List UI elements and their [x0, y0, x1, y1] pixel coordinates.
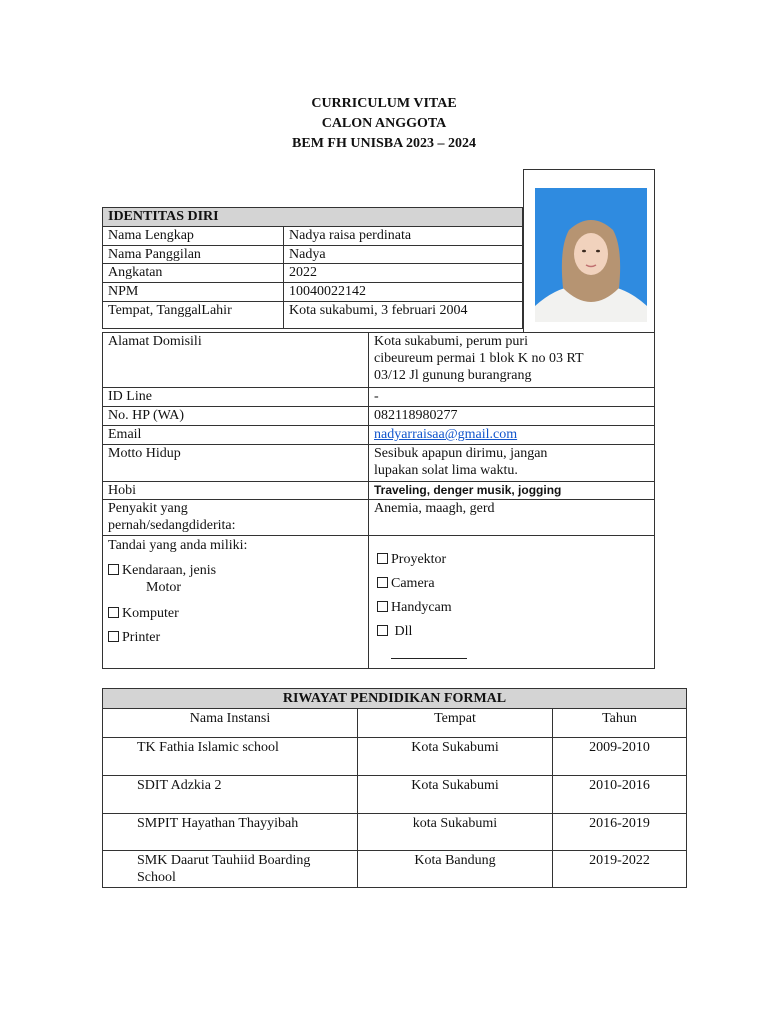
checkbox-icon[interactable] [377, 577, 388, 588]
cell-tahun: 2010-2016 [553, 776, 687, 814]
value-nama-panggilan: Nadya [284, 246, 523, 264]
value-npm: 10040022142 [284, 283, 523, 302]
motto-line-1: Sesibuk apapun dirimu, jangan [374, 446, 548, 461]
cell-instansi: SDIT Adzkia 2 [103, 776, 358, 814]
label-hobi: Hobi [103, 482, 369, 500]
cell-tahun: 2019-2022 [553, 851, 687, 888]
checkbox-dll[interactable] [377, 623, 654, 640]
value-penyakit: Anemia, maagh, gerd [369, 500, 655, 536]
kendaraan-jenis: Motor [146, 580, 181, 595]
cell-tempat: Kota Bandung [358, 851, 553, 888]
cell-instansi [103, 851, 358, 888]
table-row [103, 814, 687, 851]
motto-line-2: lupakan solat lima waktu. [374, 463, 518, 478]
label-nama-panggilan: Nama Panggilan [103, 246, 284, 264]
cell-instansi: TK Fathia Islamic school [103, 738, 358, 776]
identitas-table-top [102, 207, 523, 329]
label-email: Email [103, 426, 369, 445]
title-line-1: CURRICULUM VITAE [311, 96, 457, 111]
komputer-label: Komputer [122, 606, 179, 621]
checkbox-icon[interactable] [108, 564, 119, 575]
value-nama-lengkap: Nadya raisa perdinata [284, 227, 523, 246]
value-angkatan: 2022 [284, 264, 523, 283]
label-no-hp: No. HP (WA) [103, 407, 369, 426]
col-header-tahun: Tahun [553, 709, 687, 738]
cell-tempat: kota Sukabumi [358, 814, 553, 851]
dll-fill-line[interactable] [391, 658, 467, 659]
label-motto: Motto Hidup [103, 445, 369, 482]
title-line-2: CALON ANGGOTA [321, 116, 447, 131]
label-npm: NPM [103, 283, 284, 302]
checkbox-komputer[interactable] [108, 605, 368, 622]
checkbox-printer[interactable] [108, 629, 368, 646]
proyektor-label: Proyektor [391, 552, 447, 567]
kendaraan-label: Kendaraan, jenis [122, 563, 217, 578]
cell-tempat: Kota Sukabumi [358, 776, 553, 814]
handycam-label: Handycam [391, 600, 452, 615]
identitas-title: IDENTITAS DIRI [103, 208, 523, 227]
col-header-instansi: Nama Instansi [103, 709, 358, 738]
label-penyakit [103, 500, 369, 536]
value-hobi: Traveling, denger musik, jogging [374, 483, 562, 497]
table-row [103, 776, 687, 814]
checkbox-proyektor[interactable] [377, 551, 654, 568]
instansi-line-1: SMK Daarut Tauhiid Boarding [137, 853, 311, 868]
photo-frame [523, 169, 655, 333]
label-tempat-tanggal-lahir: Tempat, TanggalLahir [103, 302, 284, 329]
col-header-tempat: Tempat [358, 709, 553, 738]
value-id-line: - [369, 388, 655, 407]
alamat-line-1: Kota sukabumi, perum puri [374, 334, 528, 349]
cell-instansi: SMPIT Hayathan Thayyibah [103, 814, 358, 851]
printer-label: Printer [122, 630, 161, 645]
checkbox-icon[interactable] [108, 607, 119, 618]
email-link[interactable]: nadyarraisaa@gmail.com [374, 427, 518, 442]
value-no-hp: 082118980277 [369, 407, 655, 426]
document-title [0, 94, 768, 154]
riwayat-table [102, 688, 687, 888]
table-row [103, 738, 687, 776]
label-alamat: Alamat Domisili [103, 333, 369, 388]
riwayat-title: RIWAYAT PENDIDIKAN FORMAL [103, 689, 687, 709]
cell-tahun: 2009-2010 [553, 738, 687, 776]
value-tempat-tanggal-lahir: Kota sukabumi, 3 februari 2004 [284, 302, 523, 329]
tandai-left-cell [103, 536, 369, 669]
alamat-line-2: cibeureum permai 1 blok K no 03 RT [374, 351, 584, 366]
checkbox-icon[interactable] [377, 601, 388, 612]
checkbox-icon[interactable] [377, 553, 388, 564]
checkbox-handycam[interactable] [377, 599, 654, 616]
cell-tahun: 2016-2019 [553, 814, 687, 851]
title-line-3: BEM FH UNISBA 2023 – 2024 [292, 136, 476, 151]
alamat-line-3: 03/12 Jl gunung burangrang [374, 368, 532, 383]
table-row [103, 851, 687, 888]
instansi-line-2: School [137, 870, 176, 885]
cell-tempat: Kota Sukabumi [358, 738, 553, 776]
checkbox-icon[interactable] [108, 631, 119, 642]
label-id-line: ID Line [103, 388, 369, 407]
value-motto [369, 445, 655, 482]
camera-label: Camera [391, 576, 435, 591]
tandai-right-cell [369, 536, 655, 669]
checkbox-kendaraan[interactable] [108, 562, 368, 579]
label-nama-lengkap: Nama Lengkap [103, 227, 284, 246]
checkbox-icon[interactable] [377, 625, 388, 636]
dll-label: Dll [394, 624, 413, 639]
checkbox-camera[interactable] [377, 575, 654, 592]
value-alamat [369, 333, 655, 388]
profile-photo [535, 188, 647, 322]
penyakit-label-line-2: pernah/sedangdiderita: [108, 518, 236, 533]
identitas-table-bottom [102, 332, 655, 669]
penyakit-label-line-1: Penyakit yang [108, 501, 188, 516]
tandai-title: Tandai yang anda miliki: [108, 538, 248, 553]
label-angkatan: Angkatan [103, 264, 284, 283]
